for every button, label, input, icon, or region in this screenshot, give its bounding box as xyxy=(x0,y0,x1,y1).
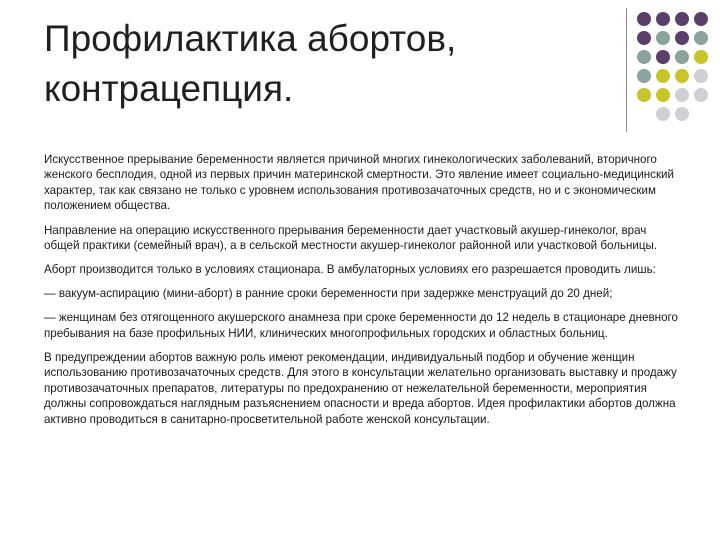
paragraph-day-hospital: — женщинам без отягощенного акушерского анамнеза при сроке беременности до 12 недель в стационаре дневного пребывания на базе профильных НИИ, клинических многопрофильных городских и областных больниц. xyxy=(44,311,678,340)
decorative-dot-olive xyxy=(656,69,670,83)
decorative-dot-gray xyxy=(675,107,689,121)
slide-title-line-1: Профилактика абортов, xyxy=(44,18,457,59)
slide-body xyxy=(44,152,684,436)
decorative-vertical-line xyxy=(626,8,627,132)
decorative-dot-purple xyxy=(675,12,689,26)
paragraph-prevention: В предупреждении абортов важную роль имеют рекомендации, индивидуальный подбор и обучение женщин использованию противозачаточных средств. Для этого в консультации желательно организовать выставку и продажу противозачаточных препаратов, литературы по предохранению от нежелательной беременности, мероприятия должны сопровождаться наглядным разъяснением опасности и вреда абортов. Идея профилактики абортов должна активно проводиться в санитарно-просветительной работе женской консультации. xyxy=(44,351,677,426)
decorative-dot-purple xyxy=(656,50,670,64)
decorative-dot-gray xyxy=(694,69,708,83)
decorative-dot-olive xyxy=(675,69,689,83)
decorative-dot-purple xyxy=(637,31,651,45)
decorative-dot-olive xyxy=(656,88,670,102)
paragraph-vacuum-aspiration: — вакуум-аспирацию (мини-аборт) в ранние сроки беременности при задержке менструаций до 20 дней; xyxy=(44,286,613,300)
decorative-dot-grid xyxy=(637,12,708,121)
decorative-dot-purple xyxy=(656,12,670,26)
decorative-dot-empty xyxy=(637,107,651,121)
decorative-dot-gray xyxy=(656,107,670,121)
decorative-dot-empty xyxy=(694,107,708,121)
decorative-dot-teal xyxy=(675,50,689,64)
decorative-dot-olive xyxy=(637,88,651,102)
decorative-dot-gray xyxy=(694,88,708,102)
decorative-dot-purple xyxy=(637,12,651,26)
slide-title-line-2: контрацепция. xyxy=(44,68,294,109)
paragraph-outpatient-conditions: Аборт производится только в условиях стационара. В амбулаторных условиях его разрешается проводить лишь: xyxy=(44,263,656,277)
decorative-dot-teal xyxy=(637,50,651,64)
decorative-dot-teal xyxy=(637,69,651,83)
decorative-dot-teal xyxy=(656,31,670,45)
paragraph-abortion-consequences: Искусственное прерывание беременности является причиной многих гинекологических заболеваний, вторичного женского бесплодия, одной из первых причин материнской смертности. Это явление имеет социально-медицинский характер, так как связано не только с уровнем использования противозачаточных средств, но и с экономическим положением общества. xyxy=(44,153,674,213)
decorative-dot-gray xyxy=(675,88,689,102)
slide-title xyxy=(44,14,604,114)
decorative-dot-teal xyxy=(694,31,708,45)
decorative-dot-purple xyxy=(675,31,689,45)
paragraph-referral: Направление на операцию искусственного прерывания беременности дает участковый акушер-гинеколог, врач общей практики (семейный врач), а в сельской местности акушер-гинеколог районной или участковой больницы. xyxy=(44,223,658,253)
decorative-dot-olive xyxy=(694,50,708,64)
decorative-dot-purple xyxy=(694,12,708,26)
